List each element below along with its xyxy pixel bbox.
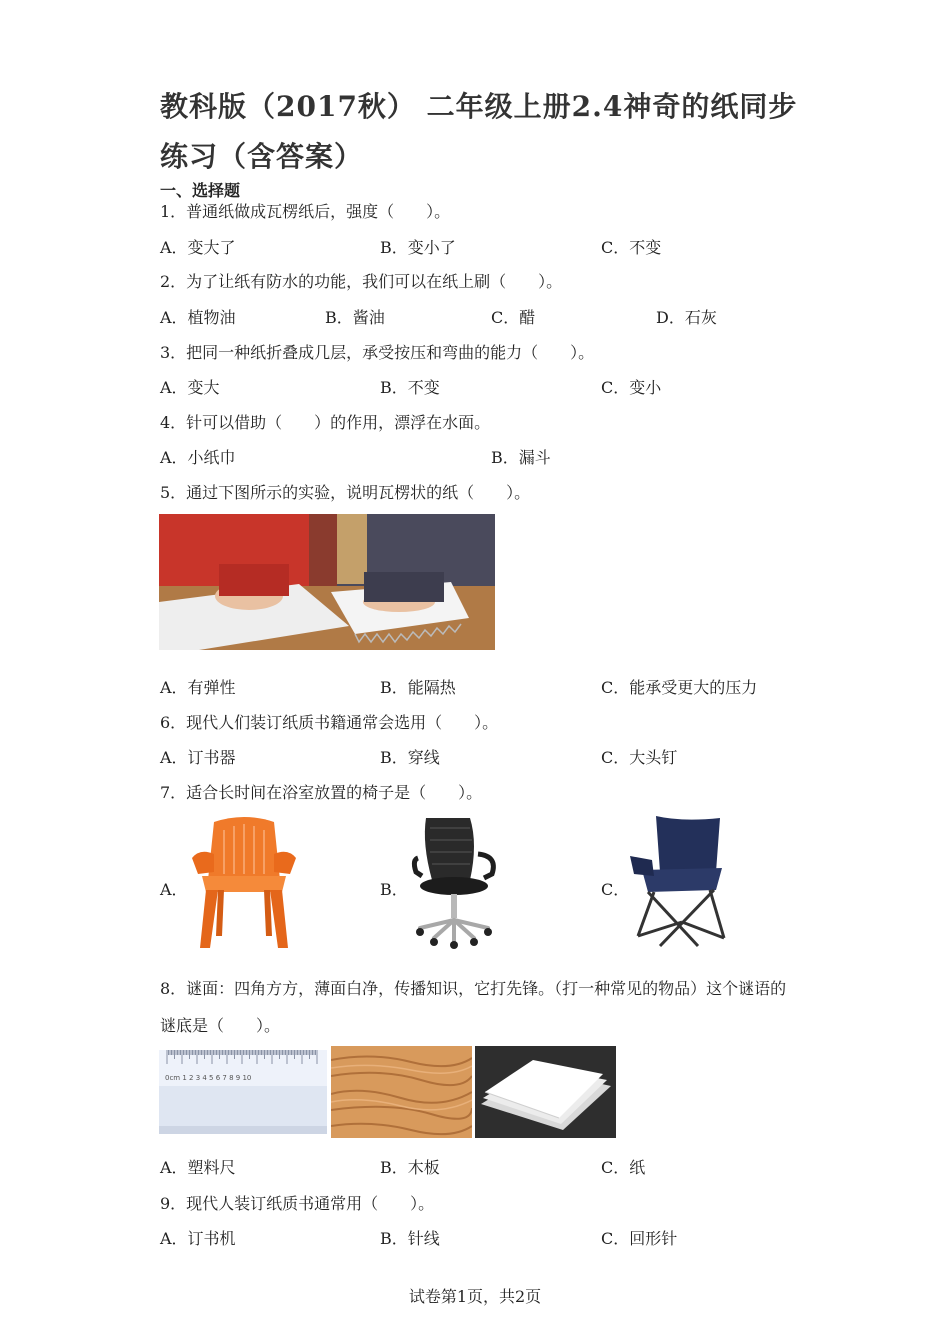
question-8: 8．谜面：四角方方，薄面白净，传播知识，它打先锋。（打一种常见的物品）这个谜语的谜底是（ ）。: [160, 979, 787, 1035]
q7-option-b[interactable]: B．: [380, 880, 408, 899]
plastic-ruler-image: [159, 1050, 327, 1134]
wood-board-image: [331, 1046, 472, 1138]
question-2: 2．为了让纸有防水的功能，我们可以在纸上刷（ ）。: [160, 272, 563, 291]
question-4: 4．针可以借助（ ）的作用，漂浮在水面。: [160, 413, 491, 432]
q8-option-a[interactable]: A．塑料尺: [160, 1158, 236, 1177]
q1-option-c[interactable]: C．不变: [601, 238, 662, 257]
paper-stack-image: [475, 1046, 616, 1138]
page-title: [160, 82, 800, 182]
ruler-tick-labels: 0cm 1 2 3 4 5 6 7 8 9 10: [165, 1074, 252, 1082]
question-9: 9．现代人装订纸质书通常用（ ）。: [160, 1194, 435, 1213]
q8-option-c[interactable]: C．纸: [601, 1158, 646, 1177]
q4-option-b[interactable]: B．漏斗: [491, 448, 551, 467]
q5-option-c[interactable]: C．能承受更大的压力: [601, 678, 758, 697]
q2-option-c[interactable]: C．醋: [491, 308, 536, 327]
q9-option-a[interactable]: A．订书机: [160, 1229, 236, 1248]
section-heading: 一、选择题: [160, 181, 241, 200]
office-chair-image: [408, 814, 500, 950]
q7-option-c[interactable]: C．: [601, 880, 630, 899]
q6-option-b[interactable]: B．穿线: [380, 748, 440, 767]
q5-option-b[interactable]: B．能隔热: [380, 678, 456, 697]
question-6: 6．现代人们装订纸质书籍通常会选用（ ）。: [160, 713, 499, 732]
q2-option-d[interactable]: D．石灰: [656, 308, 717, 327]
title-line-1: 教科版（2017秋） 二年级上册2.4神奇的纸同步: [160, 90, 798, 123]
corrugated-paper-experiment-photo: [159, 514, 495, 650]
q9-option-c[interactable]: C．回形针: [601, 1229, 678, 1248]
q2-option-b[interactable]: B．酱油: [325, 308, 385, 327]
question-3: 3．把同一种纸折叠成几层，承受按压和弯曲的能力（ ）。: [160, 343, 595, 362]
q3-option-c[interactable]: C．变小: [601, 378, 662, 397]
q1-option-b[interactable]: B．变小了: [380, 238, 456, 257]
title-line-2: 练习（含答案）: [160, 140, 364, 173]
q3-option-a[interactable]: A．变大: [160, 378, 220, 397]
q2-option-a[interactable]: A．植物油: [160, 308, 236, 327]
q4-option-a[interactable]: A．小纸巾: [160, 448, 236, 467]
folding-camp-chair-image: [626, 814, 730, 950]
plastic-chair-image: [188, 814, 300, 950]
q6-option-c[interactable]: C．大头钉: [601, 748, 678, 767]
q3-option-b[interactable]: B．不变: [380, 378, 440, 397]
q1-option-a[interactable]: A．变大了: [160, 238, 236, 257]
q8-option-b[interactable]: B．木板: [380, 1158, 440, 1177]
question-7: 7．适合长时间在浴室放置的椅子是（ ）。: [160, 783, 483, 802]
page-footer: 试卷第1页，共2页: [408, 1287, 542, 1306]
q6-option-a[interactable]: A．订书器: [160, 748, 236, 767]
q9-option-b[interactable]: B．针线: [380, 1229, 440, 1248]
question-1: 1．普通纸做成瓦楞纸后，强度（ ）。: [160, 202, 451, 221]
question-5: 5．通过下图所示的实验，说明瓦楞状的纸（ ）。: [160, 483, 531, 502]
q5-option-a[interactable]: A．有弹性: [160, 678, 236, 697]
q7-option-a[interactable]: A．: [160, 880, 188, 899]
